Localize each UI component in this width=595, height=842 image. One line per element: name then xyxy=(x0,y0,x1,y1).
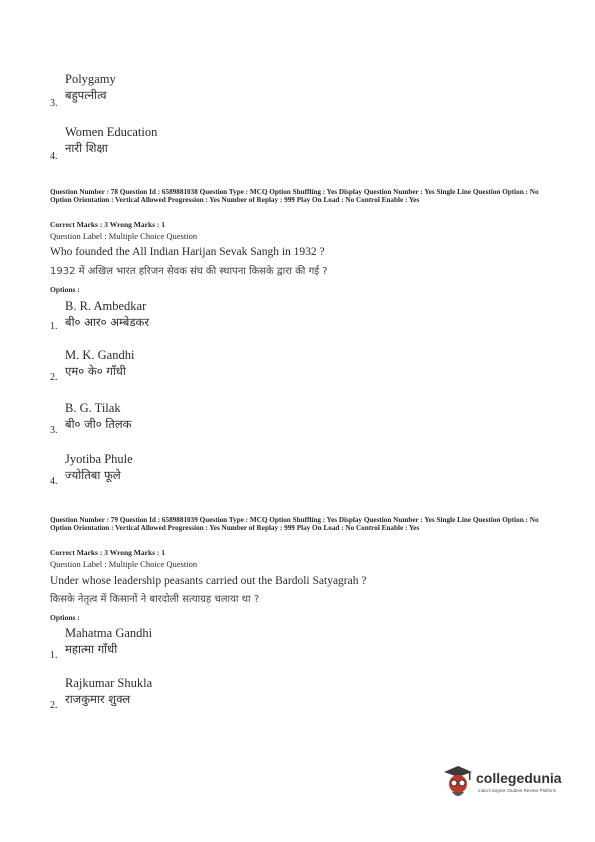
option-text-en: Polygamy xyxy=(65,72,116,86)
collegedunia-logo xyxy=(440,762,580,802)
option-number: 4. xyxy=(50,151,58,162)
question-79-label: Question Label : Multiple Choice Question xyxy=(50,559,198,569)
question-79-text-hi: किसके नेतृत्व में किसानों ने बारदोली सत्याग्रह चलाया था ? xyxy=(50,594,260,605)
option-text-en: B. G. Tilak xyxy=(65,401,121,415)
logo-tagline: India's largest Student Review Platform xyxy=(478,788,557,793)
question-79-text-en: Under whose leadership peasants carried out the Bardoli Satyagrah ? xyxy=(50,575,367,587)
option-text-en: Women Education xyxy=(65,125,158,139)
option-text-hi: बहुपत्नीत्व xyxy=(65,88,107,102)
question-79-marks: Correct Marks : 3 Wrong Marks : 1 xyxy=(50,548,166,557)
question-78-text-en: Who founded the All Indian Harijan Sevak Sangh in 1932 ? xyxy=(50,246,325,258)
option-text-en: Jyotiba Phule xyxy=(65,452,133,466)
option-number: 3. xyxy=(50,98,58,109)
graduate-mascot-icon xyxy=(440,762,474,800)
option-text-en: Mahatma Gandhi xyxy=(65,626,153,640)
option-number: 2. xyxy=(50,372,58,383)
option-text-en: Rajkumar Shukla xyxy=(65,676,153,690)
question-79-meta: Question Number : 79 Question Id : 6589881039 Question Type : MCQ Option Shuffling : Yes Display Question Number : Yes Single Line Question Option : No Option Orientation : Vertical Allowed Progression : Yes Number of Replay : 999 Play On Load : No Control Enable : Yes xyxy=(50,516,539,533)
option-number: 1. xyxy=(50,650,58,661)
option-text-hi: ज्योतिबा फूले xyxy=(65,468,121,482)
option-number: 1. xyxy=(50,321,58,332)
option-number: 2. xyxy=(50,700,58,711)
option-text-hi: बी० जी० तिलक xyxy=(65,417,132,431)
option-text-en: B. R. Ambedkar xyxy=(65,299,147,313)
option-number: 3. xyxy=(50,425,58,436)
question-79-options-label: Options : xyxy=(50,613,80,622)
question-78-options-label: Options : xyxy=(50,285,80,294)
option-text-hi: नारी शिक्षा xyxy=(65,141,108,155)
question-78-text-hi: 1932 में अखिल भारत हरिजन सेवक संघ की स्थापना किसके द्वारा की गई ? xyxy=(50,266,328,277)
logo-brand-text: collegedunia xyxy=(476,770,562,786)
option-text-hi: महात्मा गाँधी xyxy=(65,642,118,656)
option-text-hi: एम० के० गाँधी xyxy=(65,364,126,378)
option-text-hi: बी० आर० अम्बेडकर xyxy=(65,315,150,329)
question-78-marks: Correct Marks : 3 Wrong Marks : 1 xyxy=(50,220,166,229)
question-78-label: Question Label : Multiple Choice Question xyxy=(50,231,198,241)
option-text-hi: राजकुमार शुक्ल xyxy=(65,692,131,706)
question-78-meta: Question Number : 78 Question Id : 6589881038 Question Type : MCQ Option Shuffling : Yes Display Question Number : Yes Single Line Question Option : No Option Orientation : Vertical Allowed Progression : Yes Number of Replay : 999 Play On Load : No Control Enable : Yes xyxy=(50,188,539,205)
option-number: 4. xyxy=(50,476,58,487)
option-text-en: M. K. Gandhi xyxy=(65,348,135,362)
